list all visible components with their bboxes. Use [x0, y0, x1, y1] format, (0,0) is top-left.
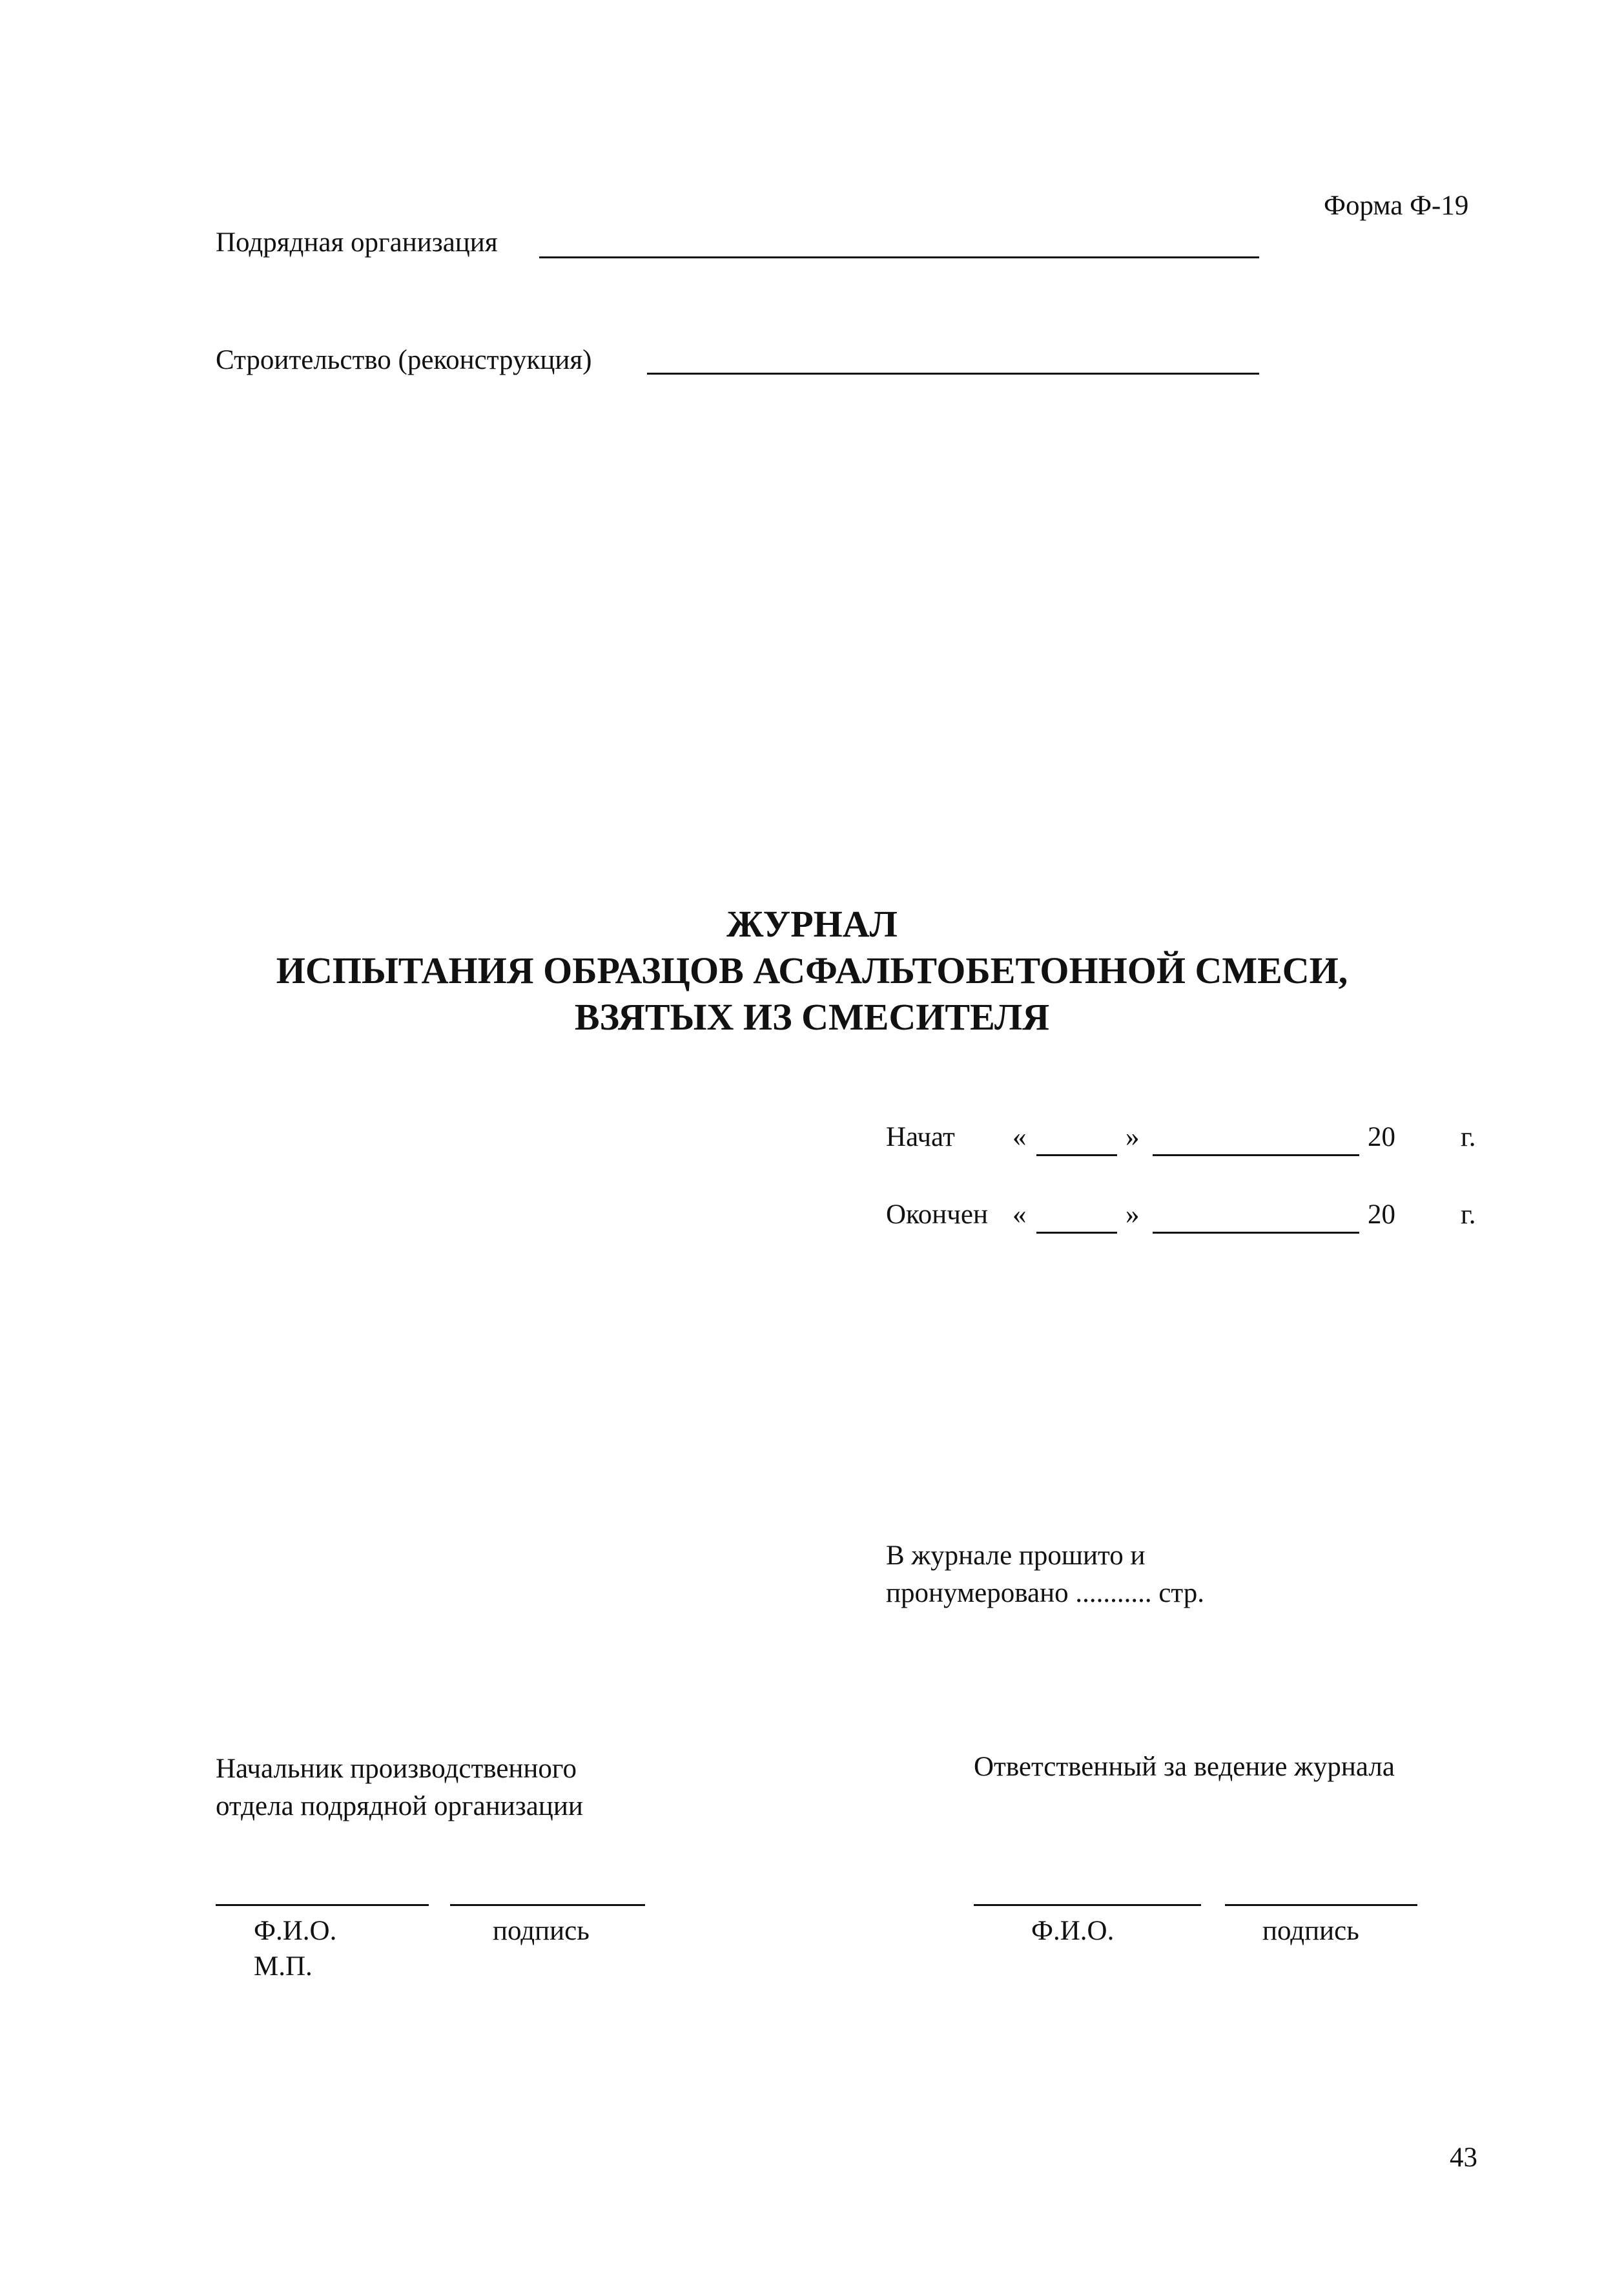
production-head-name-line[interactable] — [216, 1904, 429, 1906]
started-day-line[interactable] — [1036, 1154, 1117, 1156]
journal-note-line-1: В журнале прошито и — [886, 1540, 1146, 1571]
finished-day-line[interactable] — [1036, 1232, 1117, 1234]
finished-year-suffix: г. — [1461, 1199, 1476, 1230]
journal-responsible-signature-line[interactable] — [1225, 1904, 1417, 1906]
started-month-line[interactable] — [1153, 1154, 1359, 1156]
contractor-label: Подрядная организация — [216, 227, 498, 258]
journal-responsible-signature-caption: подпись — [1262, 1916, 1359, 1946]
journal-page-note — [886, 1537, 1204, 1612]
contractor-field-line[interactable] — [539, 256, 1259, 258]
started-label: Начат — [886, 1122, 955, 1152]
started-year-suffix: г. — [1461, 1122, 1476, 1152]
finished-label: Окончен — [886, 1199, 988, 1230]
finished-month-line[interactable] — [1153, 1232, 1359, 1234]
started-year-prefix: 20 — [1368, 1122, 1395, 1152]
journal-note-line-2: пронумеровано ........... стр. — [886, 1578, 1204, 1609]
page-number: 43 — [1450, 2142, 1477, 2173]
production-head-title-line-2: отдела подрядной организации — [216, 1791, 583, 1822]
journal-responsible-title: Ответственный за ведение журнала — [974, 1752, 1395, 1782]
production-head-title — [216, 1750, 583, 1825]
form-code: Форма Ф-19 — [1324, 191, 1469, 221]
production-head-signature-line[interactable] — [450, 1904, 645, 1906]
started-date-row — [0, 1121, 1624, 1159]
title-line-1: ЖУРНАЛ — [726, 903, 898, 945]
construction-label: Строительство (реконструкция) — [216, 345, 592, 375]
journal-responsible-name-line[interactable] — [974, 1904, 1201, 1906]
started-close-quote: » — [1125, 1122, 1140, 1152]
production-head-signature-caption: подпись — [493, 1916, 590, 1946]
seal-caption: М.П. — [254, 1951, 313, 1982]
construction-field-line[interactable] — [647, 373, 1259, 375]
title-line-3: ВЗЯТЫХ ИЗ СМЕСИТЕЛЯ — [574, 995, 1050, 1038]
journal-responsible-name-caption: Ф.И.О. — [1031, 1916, 1115, 1946]
finished-year-prefix: 20 — [1368, 1199, 1395, 1230]
finished-date-row — [0, 1198, 1624, 1237]
production-head-title-line-1: Начальник производственного — [216, 1754, 577, 1784]
finished-open-quote: « — [1012, 1199, 1027, 1230]
journal-title — [0, 901, 1624, 1041]
title-line-2: ИСПЫТАНИЯ ОБРАЗЦОВ АСФАЛЬТОБЕТОННОЙ СМЕСИ, — [276, 949, 1348, 991]
production-head-name-caption: Ф.И.О. — [254, 1916, 337, 1946]
started-open-quote: « — [1012, 1122, 1027, 1152]
finished-close-quote: » — [1125, 1199, 1140, 1230]
